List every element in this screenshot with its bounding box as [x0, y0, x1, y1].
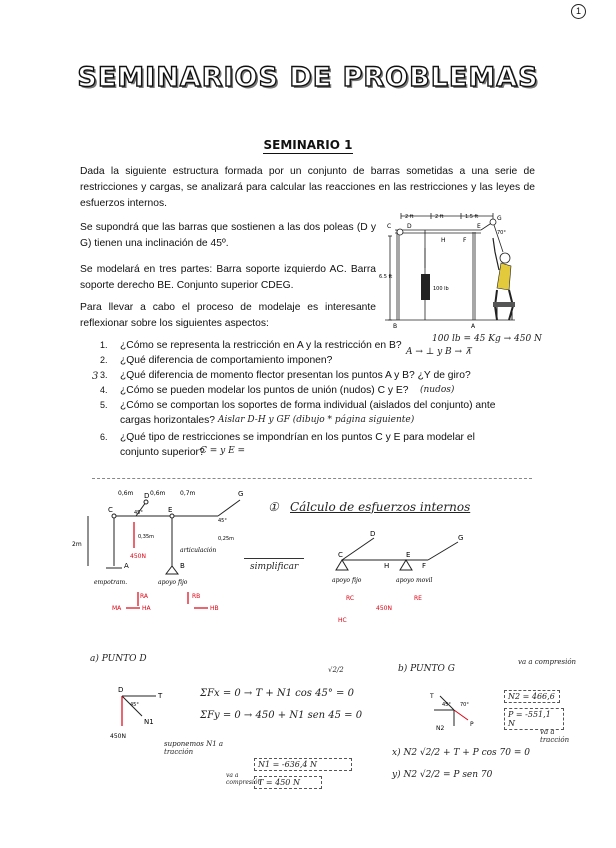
- d1-angle-1: 45°: [134, 510, 143, 516]
- d2-react-rc: RC: [346, 595, 355, 602]
- question-6: 6. ¿Qué tipo de restricciones se impondrían en los puntos C y E para modelar el conjunto superior?: [100, 432, 475, 458]
- point-g-trac: va a tracción: [540, 728, 570, 744]
- d1-small-2: 0,25m: [218, 536, 235, 542]
- simplify-arrow: [244, 558, 304, 559]
- note-q4: (nudos): [420, 385, 455, 395]
- point-d-eq2: ΣFy = 0 → 450 + N1 sen 45 = 0: [200, 710, 363, 721]
- point-d-result2: T = 450 N: [254, 776, 322, 789]
- note-q3-mark: 3: [92, 371, 99, 382]
- d1-react-ra: RA: [140, 593, 149, 600]
- point-d-comp: va a compresión: [226, 772, 262, 786]
- point-g-diagram: [420, 686, 480, 736]
- d1-dim-2: 0,6m: [150, 490, 166, 497]
- pg-label-45: 45°: [442, 702, 451, 708]
- pg-label-70: 70°: [460, 702, 469, 708]
- point-d-title: a) PUNTO D: [90, 654, 147, 664]
- structure-diagram: [68, 486, 268, 614]
- figure-label-h: H: [441, 237, 446, 244]
- d2-label-c: C: [338, 551, 343, 559]
- point-d-eq1: ΣFx = 0 → T + N1 cos 45° = 0: [200, 688, 354, 699]
- d2-react-hc: HC: [338, 617, 347, 624]
- point-g-title: b) PUNTO G: [398, 664, 455, 674]
- section-number: ①: [268, 500, 279, 514]
- question-2: 2. ¿Qué diferencia de comportamiento imponen?: [100, 355, 333, 366]
- d1-label-g: G: [238, 490, 244, 498]
- figure-label-a: A: [471, 323, 476, 330]
- subtitle: SEMINARIO 1: [263, 138, 353, 152]
- point-g-comp: va a compresión: [518, 658, 577, 666]
- d1-small-1: 0,35m: [138, 534, 155, 540]
- d1-label-b: B: [180, 562, 185, 570]
- d1-dim-3: 0,7m: [180, 490, 196, 497]
- d1-height: 2m: [72, 541, 82, 548]
- figure-label-d: D: [407, 223, 412, 230]
- d1-react-rb: RB: [192, 593, 201, 600]
- divider: [92, 478, 532, 479]
- d1-label-e: E: [168, 506, 173, 514]
- d1-label-a: A: [124, 562, 129, 570]
- simplify-label: simplificar: [250, 562, 299, 572]
- figure-height: 6.5 ft: [379, 274, 393, 280]
- question-3: 3. ¿Qué diferencia de momento flector presentan los puntos A y B? ¿Y de giro?: [100, 370, 471, 381]
- figure-dim-1: 2 ft: [405, 214, 414, 220]
- d1-load: 450N: [130, 553, 146, 560]
- d2-label-e: E: [406, 551, 411, 559]
- figure-label-c: C: [387, 223, 392, 230]
- main-title: SEMINARIOS DE PROBLEMAS: [77, 62, 539, 93]
- d1-react-hb: HB: [210, 605, 219, 612]
- d1-dim-1: 0,6m: [118, 490, 134, 497]
- point-d-result1: N1 = -636,4 N: [254, 758, 352, 771]
- d1-angle-2: 45°: [218, 518, 227, 524]
- figure-angle: 70°: [497, 230, 506, 236]
- paragraph-pulleys: Se supondrá que las barras que sostienen a las dos poleas (D y G) tienen una inclinación de 45º.: [80, 222, 376, 249]
- d1-label-c: C: [108, 506, 113, 514]
- figure-label-b: B: [393, 323, 398, 330]
- note-q6: C = y E =: [200, 446, 246, 456]
- pd-label-t: T: [158, 692, 163, 700]
- section-title: Cálculo de esfuerzos internos: [290, 500, 471, 514]
- simplified-diagram: [318, 530, 488, 628]
- figure-label-e: E: [477, 223, 481, 230]
- figure-dim-3: 1.5 ft: [465, 214, 479, 220]
- d2-load: 450N: [376, 605, 392, 612]
- d2-label-f: F: [422, 562, 427, 570]
- pg-label-n2: N2: [436, 725, 445, 732]
- d1-support-b: apoyo fijo: [158, 579, 188, 586]
- figure-label-f: F: [463, 237, 467, 244]
- point-d-frac: √2/2: [328, 666, 344, 674]
- paragraph-parts: Se modelará en tres partes: Barra soporte izquierdo AC. Barra soporte derecho BE. Conjunto superior CDEG.: [80, 264, 376, 291]
- question-5: 5. ¿Cómo se comportan los soportes de forma individual (aislados del conjunto) ante cargas horizontales?: [100, 400, 496, 426]
- point-d-diagram: [108, 682, 178, 748]
- d1-support-a: empotram.: [94, 579, 128, 586]
- pd-load: 450N: [110, 733, 126, 740]
- d2-react-re: RE: [414, 595, 422, 602]
- d1-articulacion: articulación: [180, 547, 217, 554]
- question-1: 1. ¿Cómo se representa la restricción en A y la restricción en B?: [100, 340, 402, 351]
- question-4: 4. ¿Cómo se pueden modelar los puntos de unión (nudos) C y E?: [100, 385, 409, 396]
- pd-label-n1: N1: [144, 718, 154, 726]
- pg-label-p: P: [470, 721, 474, 728]
- note-q5: Aislar D-H y GF (dibujo * página siguiente): [218, 415, 415, 425]
- d1-label-d: D: [144, 492, 150, 500]
- d2-label-d: D: [370, 530, 376, 538]
- intro-paragraph: Dada la siguiente estructura formada por un conjunto de barras sometidas a una serie de restricciones y cargas, se analizará para calcular las reacciones en las restricciones y las leyes de esfuerzos internos.: [80, 166, 535, 209]
- machine-figure: [379, 208, 535, 336]
- d2-label-h: H: [384, 562, 390, 570]
- pd-label-angle: 45°: [130, 702, 139, 708]
- point-g-eq2: y) N2 √2/2 = P sen 70: [392, 770, 493, 780]
- d2-support-c: apoyo fijo: [332, 577, 362, 584]
- note-q1-weight: 100 lb = 45 Kg → 450 N: [432, 334, 542, 344]
- point-d-note: suponemos N1 a tracción: [164, 740, 224, 756]
- d2-label-g: G: [458, 534, 464, 542]
- note-q1-supports: A → ⊥ y B → ⊼: [406, 347, 472, 357]
- point-g-result1: N2 = 466,6: [504, 690, 560, 703]
- page-number: 1: [571, 4, 586, 19]
- figure-dim-2: 2 ft: [435, 214, 444, 220]
- pg-label-t: T: [430, 693, 434, 700]
- figure-weight: 100 lb: [433, 286, 449, 292]
- paragraph-aspects: Para llevar a cabo el proceso de modelaje es interesante reflexionar sobre los siguientes aspectos:: [80, 302, 376, 329]
- point-g-result2: P = -551,1 N: [504, 708, 564, 730]
- pd-label-d: D: [118, 686, 124, 694]
- point-g-eq1: x) N2 √2/2 + T + P cos 70 = 0: [392, 748, 530, 758]
- figure-label-g: G: [497, 215, 502, 222]
- d1-react-ma: MA: [112, 605, 122, 612]
- d2-support-f: apoyo movil: [396, 577, 433, 584]
- d1-react-ha: HA: [142, 605, 151, 612]
